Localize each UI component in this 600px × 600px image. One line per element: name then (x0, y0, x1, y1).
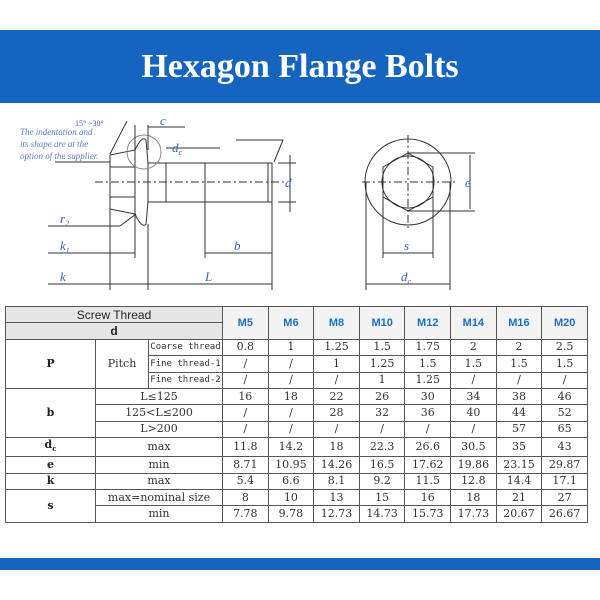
table-row (6, 457, 588, 473)
row-condition: max (96, 438, 223, 457)
cell-m16: / (496, 372, 542, 388)
note-line-2: its shape are at the (20, 139, 89, 149)
cell-m5: 0.8 (223, 339, 269, 355)
table-row (6, 438, 588, 457)
group-label-P (6, 339, 96, 388)
cell-m5: 8 (223, 490, 269, 506)
cell-m12: 11.5 (405, 473, 451, 489)
angle-label: 15° ~30° (75, 119, 104, 128)
cell-m10: 26 (359, 388, 405, 404)
group-label-k (6, 473, 96, 489)
group-label-text: k (46, 474, 55, 488)
row-condition: min (96, 506, 223, 522)
cell-m8: 18 (314, 438, 360, 457)
dim-dc: $d_c$ (401, 269, 412, 286)
row-condition: Fine thread-2 (149, 372, 223, 388)
cell-m14: 34 (451, 388, 497, 404)
cell-m20: 2.5 (542, 339, 588, 355)
cell-m5: 8.71 (223, 457, 269, 473)
cell-m20: / (542, 372, 588, 388)
group-label-s (6, 490, 96, 523)
cell-m10: 1.25 (359, 356, 405, 372)
dim-e: e (465, 175, 471, 190)
cell-m16: 23.15 (496, 457, 542, 473)
group-label-text: s (47, 498, 54, 512)
cell-m14: 30.5 (451, 438, 497, 457)
dim-c: c (160, 113, 166, 128)
cell-m12: 15.73 (405, 506, 451, 522)
cell-m16: 20.67 (496, 506, 542, 522)
row-condition: Fine thread-1 (149, 356, 223, 372)
dim-L: L (205, 269, 213, 284)
cell-m6: 10.95 (268, 457, 314, 473)
cell-m20: 65 (542, 421, 588, 437)
cell-m14: / (451, 372, 497, 388)
group-label-e (6, 457, 96, 473)
cell-m6: 18 (268, 388, 314, 404)
cell-m14: 17.73 (451, 506, 497, 522)
cell-m6: 6.6 (268, 473, 314, 489)
cell-m8: 22 (314, 388, 360, 404)
cell-m5: / (223, 372, 269, 388)
group-label-text: P (46, 356, 55, 370)
cell-m16: 2 (496, 339, 542, 355)
size-header-m10: M10 (359, 307, 405, 340)
page-title: Hexagon Flange Bolts (141, 47, 459, 85)
cell-m16: 57 (496, 421, 542, 437)
group-label-b (6, 388, 96, 437)
front-view (362, 135, 475, 290)
cell-m14: 1.5 (451, 356, 497, 372)
dim-k: k (60, 269, 66, 284)
cell-m16: 1.5 (496, 356, 542, 372)
cell-m16: 35 (496, 438, 542, 457)
dim-b: b (234, 238, 241, 253)
cell-m6: 9.78 (268, 506, 314, 522)
cell-m12: 1.75 (405, 339, 451, 355)
row-condition: Coarse thread (149, 339, 223, 355)
dim-k1: $k_1$ (60, 238, 70, 255)
size-header-m5: M5 (223, 307, 269, 340)
cell-m8: 8.1 (314, 473, 360, 489)
cell-m10: 9.2 (359, 473, 405, 489)
cell-m8: / (314, 372, 360, 388)
cell-m6: 14.2 (268, 438, 314, 457)
d-header: d (6, 323, 223, 339)
table-row (6, 490, 588, 506)
cell-m8: 12.73 (314, 506, 360, 522)
cell-m14: 18 (451, 490, 497, 506)
group-label-text: d (44, 438, 53, 452)
cell-m5: 16 (223, 388, 269, 404)
cell-m8: 13 (314, 490, 360, 506)
row-condition: min (96, 457, 223, 473)
cell-m20: 17.1 (542, 473, 588, 489)
dim-r2: $r_2$ (60, 211, 70, 228)
cell-m10: 22.3 (359, 438, 405, 457)
sub-label-pitch: Pitch (96, 339, 149, 388)
cell-m10: 15 (359, 490, 405, 506)
screw-thread-header: Screw Thread (6, 307, 223, 323)
cell-m16: 38 (496, 388, 542, 404)
size-header-m16: M16 (496, 307, 542, 340)
cell-m6: / (268, 356, 314, 372)
cell-m20: 1.5 (542, 356, 588, 372)
note-line-1: The indentation and (20, 127, 93, 137)
cell-m20: 46 (542, 388, 588, 404)
cell-m6: / (268, 421, 314, 437)
cell-m10: 16.5 (359, 457, 405, 473)
cell-m12: 1.25 (405, 372, 451, 388)
cell-m8: / (314, 421, 360, 437)
title-banner (0, 30, 600, 103)
cell-m8: 1.25 (314, 339, 360, 355)
cell-m20: 52 (542, 405, 588, 421)
cell-m6: 1 (268, 339, 314, 355)
cell-m10: 1 (359, 372, 405, 388)
cell-m6: / (268, 405, 314, 421)
cell-m8: 14.26 (314, 457, 360, 473)
cell-m14: 40 (451, 405, 497, 421)
table-row (6, 473, 588, 489)
row-condition: max=nominal size (96, 490, 223, 506)
cell-m20: 26.67 (542, 506, 588, 522)
cell-m10: 14.73 (359, 506, 405, 522)
group-label-sub: c (52, 444, 57, 454)
cell-m8: 28 (314, 405, 360, 421)
cell-m12: / (405, 421, 451, 437)
cell-m12: 1.5 (405, 356, 451, 372)
cell-m6: / (268, 372, 314, 388)
dimensions-table (5, 306, 588, 523)
footer-bar (0, 558, 600, 570)
cell-m8: 1 (314, 356, 360, 372)
cell-m20: 29.87 (542, 457, 588, 473)
header-row (6, 307, 588, 323)
cell-m16: 14.4 (496, 473, 542, 489)
cell-m20: 43 (542, 438, 588, 457)
cell-m6: 10 (268, 490, 314, 506)
size-header-m20: M20 (542, 307, 588, 340)
cell-m14: 12.8 (451, 473, 497, 489)
size-header-m14: M14 (451, 307, 497, 340)
table-row (6, 339, 588, 355)
cell-m12: 16 (405, 490, 451, 506)
group-label-d (6, 438, 96, 457)
size-header-m12: M12 (405, 307, 451, 340)
table-row (6, 388, 588, 404)
cell-m12: 17.62 (405, 457, 451, 473)
cell-m5: / (223, 356, 269, 372)
cell-m12: 36 (405, 405, 451, 421)
size-header-m8: M8 (314, 307, 360, 340)
size-header-m6: M6 (268, 307, 314, 340)
dim-d: d (285, 175, 292, 190)
cell-m12: 30 (405, 388, 451, 404)
row-condition: L≤125 (96, 388, 223, 404)
cell-m12: 26.6 (405, 438, 451, 457)
dim-s: s (404, 238, 410, 253)
cell-m5: 11.8 (223, 438, 269, 457)
cell-m5: 7.78 (223, 506, 269, 522)
cell-m10: / (359, 421, 405, 437)
cell-m20: 27 (542, 490, 588, 506)
row-condition: 125<L≤200 (96, 405, 223, 421)
note-line-3: option of the supplier. (20, 151, 99, 161)
group-label-text: b (46, 406, 55, 420)
cell-m10: 1.5 (359, 339, 405, 355)
cell-m16: 44 (496, 405, 542, 421)
cell-m14: 19.86 (451, 457, 497, 473)
cell-m5: / (223, 405, 269, 421)
cell-m16: 21 (496, 490, 542, 506)
bolt-drawing (0, 103, 600, 303)
group-label-text: e (47, 458, 54, 471)
dim-dc-side: $d_c$ (172, 140, 183, 157)
cell-m5: 5.4 (223, 473, 269, 489)
row-condition: max (96, 473, 223, 489)
cell-m10: 32 (359, 405, 405, 421)
cell-m14: 2 (451, 339, 497, 355)
cell-m5: / (223, 421, 269, 437)
row-condition: L>200 (96, 421, 223, 437)
cell-m14: / (451, 421, 497, 437)
